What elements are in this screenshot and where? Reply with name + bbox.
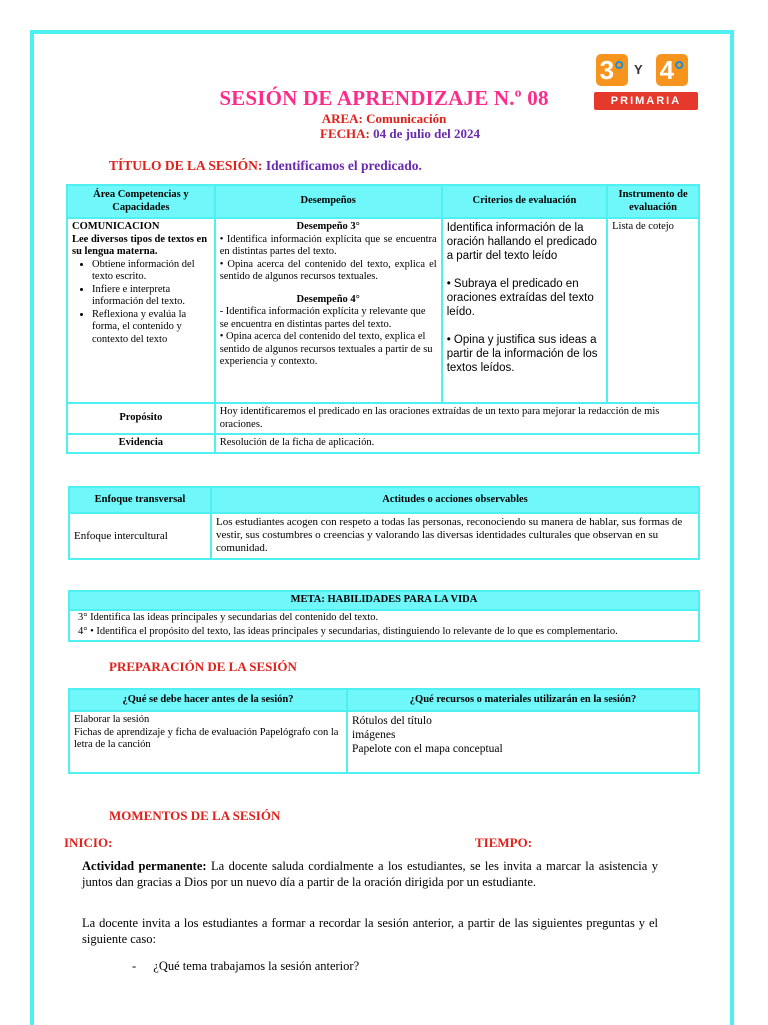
logo-y: Y [634, 62, 643, 77]
competencias-table [66, 184, 700, 454]
antes-cell [69, 711, 347, 773]
desempeno4-item: • Opina acerca del contenido del texto, explica el sentido de algunos recursos textuales a partir de su experiencia y contexto. [219, 331, 433, 367]
capacidad-item: • Infiere e interpreta información del texto. [92, 284, 210, 309]
fecha-line [320, 126, 480, 142]
preparacion-table [68, 688, 700, 774]
proposito-label: Propósito [67, 403, 215, 434]
enfoque-table [68, 486, 700, 560]
dash-bullet: - [132, 959, 137, 973]
desempeno3-item: • Opina acerca del contenido del texto, explica el sentido de algunos recursos textuales. [219, 258, 437, 282]
actividad-permanente [82, 858, 658, 890]
meta-header: META: HABILIDADES PARA LA VIDA [69, 591, 699, 610]
desempeno4-item: - Identifica información explícita y relevante que se encuentra en distintas partes del texto. [219, 306, 426, 330]
actitudes-value: Los estudiantes acogen con respeto a todas las personas, reconociendo su manera de hablar, sus formas de vestir, sus costumbres o creencias y valorando las diversas identidades culturales que observan en su comunidad. [211, 513, 699, 559]
area-line [0, 111, 768, 127]
header-actitudes: Actitudes o acciones observables [211, 487, 699, 513]
desempeno3-item: • Identifica información explícita que se encuentra en distintas partes del texto. [219, 233, 437, 257]
criterio-item: • Opina y justifica sus ideas a partir de la información de los textos leídos. [446, 334, 598, 374]
criterios-cell [442, 218, 607, 403]
header-recursos: ¿Qué recursos o materiales utilizarán en la sesión? [347, 689, 699, 711]
recursos-cell [347, 711, 699, 773]
header-antes: ¿Qué se debe hacer antes de la sesión? [69, 689, 347, 711]
desempenos-cell [215, 218, 442, 403]
capacidad-item: • Obtiene información del texto escrito. [92, 259, 210, 284]
fecha-label: FECHA: [320, 126, 370, 141]
meta-row: 3° Identifica las ideas principales y secundarias del contenido del texto. [69, 610, 699, 626]
capacidades-list [72, 259, 210, 347]
actividad-label: Actividad permanente: [82, 859, 207, 873]
antes-item: Fichas de aprendizaje y ficha de evaluación Papelógrafo con la letra de la canción [74, 726, 339, 750]
evidencia-label: Evidencia [67, 434, 215, 453]
desempeno4-title: Desempeño 4° [296, 293, 360, 305]
evidencia-value: Resolución de la ficha de aplicación. [215, 434, 699, 453]
competencia: Lee diversos tipos de textos en su lengua materna. [72, 233, 208, 257]
tiempo-label: TIEMPO: [475, 835, 533, 850]
meta-row: 4° • Identifica el propósito del texto, las ideas principales y secundarias, distinguiendo lo relevante de lo que es complementario. [69, 625, 699, 641]
header-competencias: Área Competencias y Capacidades [67, 185, 215, 218]
area-value: Comunicación [366, 111, 447, 126]
preparacion-title: PREPARACIÓN DE LA SESIÓN [109, 659, 297, 674]
header-criterios: Criterios de evaluación [442, 185, 607, 218]
titulo-line [109, 158, 422, 174]
primaria-logo [594, 54, 698, 112]
instrumento-cell: Lista de cotejo [607, 218, 699, 403]
recurso-item: Papelote con el mapa conceptual [352, 743, 503, 755]
competencias-cell [67, 218, 215, 403]
logo-grade-3: 3° [596, 54, 628, 86]
criterio-item: Identifica información de la oración hallando el predicado a partir del texto leído [446, 222, 597, 262]
pregunta-item [132, 959, 359, 974]
recurso-item: imágenes [352, 729, 396, 741]
session-title: SESIÓN DE APRENDIZAJE N.º 08 [219, 86, 549, 110]
desempeno3-title: Desempeño 3° [296, 221, 360, 232]
logo-grade-4: 4° [656, 54, 688, 86]
inicio-label: INICIO: [64, 835, 113, 850]
recurso-item: Rótulos del título [352, 715, 432, 727]
criterio-item: • Subraya el predicado en oraciones extraídas del texto leído. [446, 278, 594, 318]
antes-item: Elaborar la sesión [74, 714, 150, 725]
parrafo-recordar: La docente invita a los estudiantes a formar a recordar la sesión anterior, a partir de las siguientes preguntas y el siguiente caso: [82, 916, 658, 946]
actividad-text: La docente saluda cordialmente a los estudiantes, se les invita a marcar la asistencia y juntos dan gracias a Dios por un nuevo día a partir de la oración dirigida por un estudiante. [82, 859, 658, 889]
header-desempenos: Desempeños [215, 185, 442, 218]
capacidad-item: • Reflexiona y evalúa la forma, el contenido y contexto del texto [92, 309, 210, 347]
header-enfoque: Enfoque transversal [69, 487, 211, 513]
area-label: AREA: [321, 111, 363, 126]
fecha-value: 04 de julio del 2024 [373, 126, 480, 141]
header-instrumento: Instrumento de evaluación [607, 185, 699, 218]
momentos-title: MOMENTOS DE LA SESIÓN [109, 808, 281, 823]
titulo-value: Identificamos el predicado. [265, 158, 422, 173]
pregunta-text: ¿Qué tema trabajamos la sesión anterior? [153, 959, 360, 973]
enfoque-value: Enfoque intercultural [69, 513, 211, 559]
logo-level: PRIMARIA [594, 92, 698, 110]
titulo-label: TÍTULO DE LA SESIÓN: [109, 158, 263, 173]
proposito-value: Hoy identificaremos el predicado en las oraciones extraídas de un texto para mejorar la redacción de mis oraciones. [215, 403, 699, 434]
meta-table [68, 590, 700, 642]
area-name: COMUNICACION [72, 221, 160, 232]
